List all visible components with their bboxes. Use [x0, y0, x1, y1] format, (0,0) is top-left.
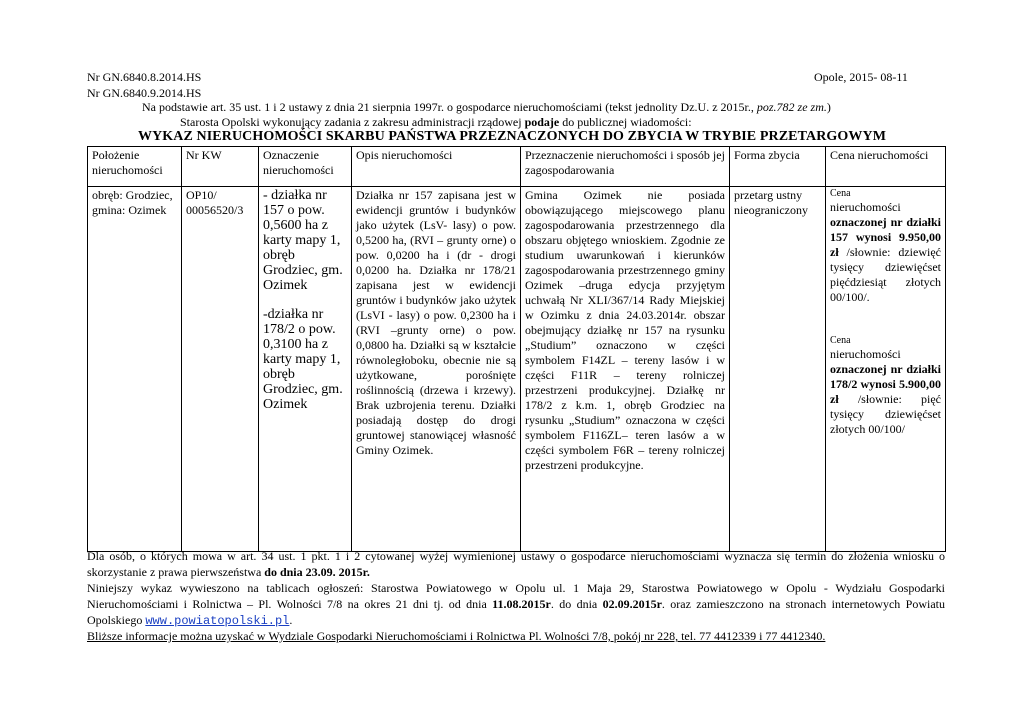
place-date: Opole, 2015- 08-11 — [814, 70, 908, 84]
cell-purpose: Gmina Ozimek nie posiada obowiązującego miejscowego planu zagospodarowania przestrzennego dla obszaru objętego wnioskiem. Zgodnie ze studium uwarunkowań i kierunków zagospodarowania przestrzennego gminy Ozimek –druga edycja przyjętym uchwałą Nr XLI/367/14 Rady Miejskiej w Ozimku z dnia 24.03.2014r. obszar obejmujący działkę nr 157 na rysunku „Studium” oznaczono w części symbolem F14ZL – tereny lasów i w części F11R – tereny rolniczej przestrzeni produkcyjnej. Działkę nr 178/2 z k.m. 1, obręb Grodziec na rysunku „Studium” oznaczona w części symbolem F116ZL– teren lasów a w części symbolem F6R – tereny rolniczej przestrzeni produkcyjne. — [521, 187, 730, 552]
cell-price — [826, 187, 946, 552]
footer-contact-info: Bliższe informacje można uzyskać w Wydziale Gospodarki Nieruchomościami i Rolnictwa Pl. Wolności 7/8, pokój nr 228, tel. 77 4412339 i 77 4412340. — [87, 629, 826, 643]
starosta-announcement — [180, 115, 692, 129]
col-header-purpose: Przeznaczenie nieruchomości i sposób jej zagospodarowania — [521, 147, 730, 187]
col-header-designation: Oznaczenie nieruchomości — [259, 147, 352, 187]
footer-posting-notice — [87, 580, 945, 629]
price-2-words: /słownie: pięć tysięcy dziewięćset złotych 00/100/ — [830, 392, 941, 436]
col-header-form: Forma zbycia — [730, 147, 826, 187]
priority-deadline: do dnia 23.09. 2015r. — [264, 565, 370, 579]
table-row — [88, 187, 946, 552]
reference-number-1: Nr GN.6840.8.2014.HS — [87, 70, 202, 84]
posting-date-to: 02.09.2015r — [602, 597, 662, 611]
property-table — [87, 146, 946, 552]
price-2-property: nieruchomości — [830, 347, 901, 361]
footer-priority-notice — [87, 548, 945, 580]
col-header-description: Opis nieruchomości — [352, 147, 521, 187]
designation-parcel-178-2: -działka nr 178/2 o pow. 0,3100 ha z karty mapy 1, obręb Grodziec, gm. Ozimek — [263, 307, 343, 412]
price-2-label: Cena — [830, 335, 851, 346]
posting-text-post: . oraz zamieszczono na stronach internetowych Powiatu Opolskiego — [87, 597, 945, 627]
legal-basis — [142, 100, 831, 114]
designation-parcel-157: - działka nr 157 o pow. 0,5600 ha z karty mapy 1, obręb Grodziec, gm. Ozimek — [263, 188, 343, 293]
cell-location: obręb: Grodziec, gmina: Ozimek — [88, 187, 182, 552]
price-1-words: /słownie: dziewięć tysięcy dziewięćset pięćdziesiąt złotych 00/100/. — [830, 245, 941, 304]
posting-text-end: . — [289, 613, 293, 627]
price-1-property: nieruchomości — [830, 200, 901, 214]
website-link[interactable]: www.powiatopolski.pl — [145, 614, 290, 628]
col-header-location: Położenie nieruchomości — [88, 147, 182, 187]
reference-number-2: Nr GN.6840.9.2014.HS — [87, 86, 202, 100]
price-2-value: oznaczonej nr działki 178/2 wynosi 5.900,00 zł — [830, 362, 941, 406]
priority-text: Dla osób, o których mowa w art. 34 ust. 1 pkt. 1 i 2 cytowanej wyżej wymienionej ustawy o gospodarce nieruchomościami wyznacza się termin do złożenia wniosku o skorzystanie z prawa pierwszeństwa — [87, 549, 945, 579]
posting-text-mid: . do dnia — [550, 597, 603, 611]
price-1-value: oznaczonej nr działki 157 wynosi 9.950,00 zł — [830, 215, 941, 259]
legal-basis-text: Na podstawie art. 35 ust. 1 i 2 ustawy z dnia 21 sierpnia 1997r. o gospodarce nieruchomościami (tekst jednolity Dz.U. z 2015r., — [142, 100, 754, 114]
posting-date-from: 11.08.2015r — [492, 597, 551, 611]
cell-form: przetarg ustny nieograniczony — [730, 187, 826, 552]
col-header-kw: Nr KW — [182, 147, 259, 187]
col-header-price: Cena nieruchomości — [826, 147, 946, 187]
starosta-text-post: do publicznej wiadomości: — [559, 115, 692, 129]
starosta-text-bold: podaje — [524, 115, 560, 129]
legal-basis-citation: poz.782 ze zm. — [753, 100, 827, 114]
cell-kw: OP10/ 00056520/3 — [182, 187, 259, 552]
table-header-row — [88, 147, 946, 187]
starosta-text-pre: Starosta Opolski wykonujący zadania z zakresu administracji rządowej — [180, 115, 525, 129]
price-1-label: Cena — [830, 188, 851, 199]
posting-text-pre: Niniejszy wykaz wywieszono na tablicach ogłoszeń: Starostwa Powiatowego w Opolu ul. 1 Maja 29, Starostwa Powiatowego w Opolu - Wydziału Gospodarki Nieruchomościami i Rolnictwa – Pl. Wolności 7/8 na okres 21 dni tj. od dnia — [87, 581, 945, 611]
cell-description: Działka nr 157 zapisana jest w ewidencji gruntów i budynków jako użytek (LsV- lasy) o pow. 0,5200 ha, (RVI – grunty orne) o pow. 0,0200 ha i (dr - drogi 0,0200 ha. Działka nr 178/21 zapisana jest w ewidencji gruntów i budynków jako użytek (LsVI - lasy) o pow. 0,2300 ha i (RVI –grunty orne) o pow. 0,0800 ha. Działki są w kształcie równoległoboku, obecnie nie są użytkowane, porośnięte roślinnością (drzewa i krzewy). Brak uzbrojenia terenu. Działki posiadają dostęp do drogi gruntowej stanowiącej własność Gminy Ozimek. — [352, 187, 521, 552]
legal-basis-end: ) — [826, 100, 831, 114]
cell-designation — [259, 187, 352, 552]
document-title: WYKAZ NIERUCHOMOŚCI SKARBU PAŃSTWA PRZEZNACZONYCH DO ZBYCIA W TRYBIE PRZETARGOWYM — [137, 129, 887, 144]
